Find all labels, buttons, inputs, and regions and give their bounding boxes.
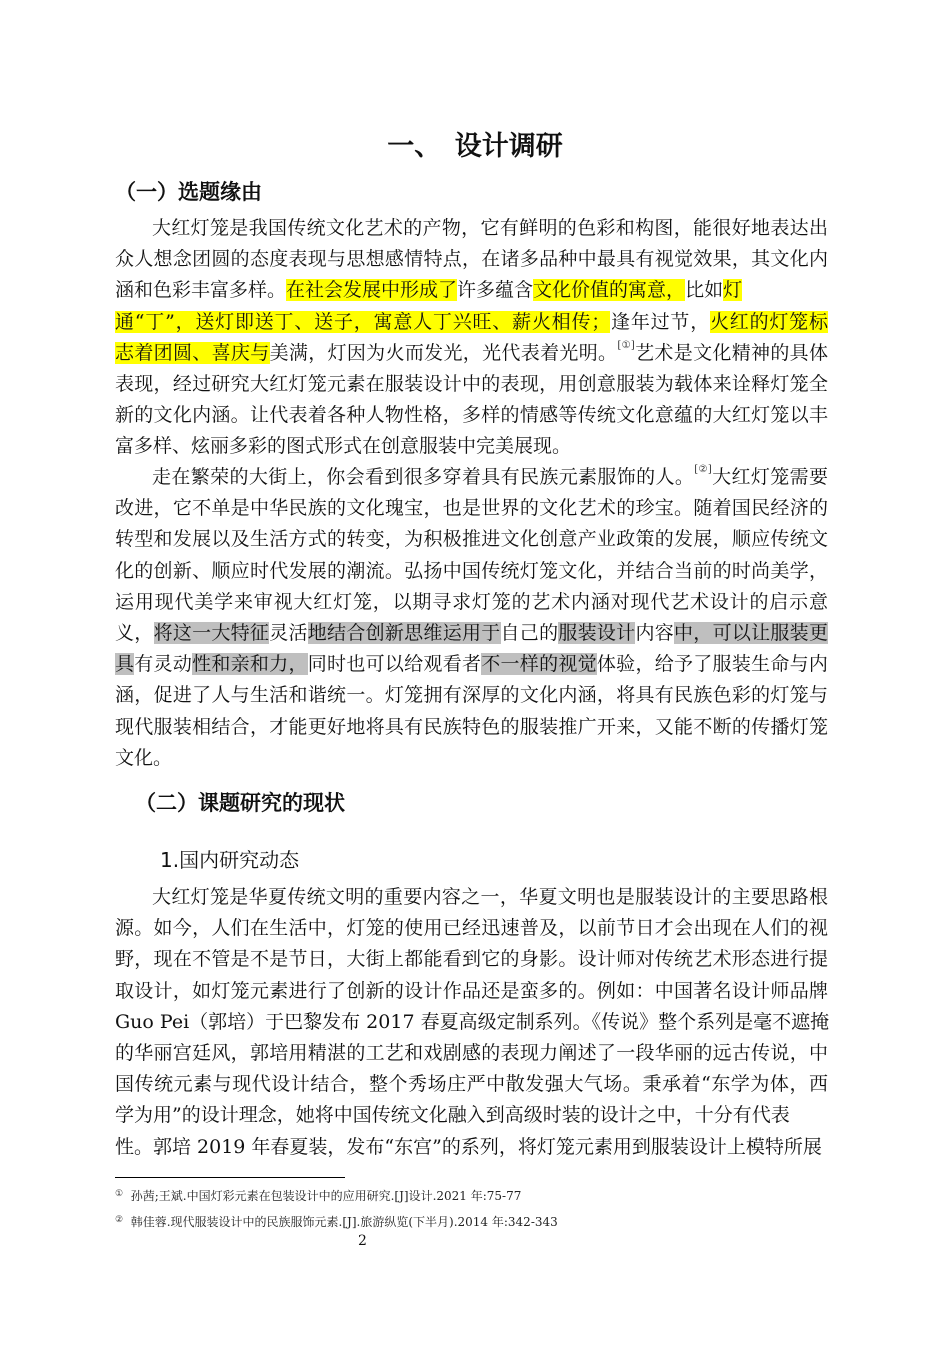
paragraph-line: [152, 214, 828, 242]
paragraph-line: [115, 914, 828, 942]
paragraph-line: [115, 432, 828, 460]
highlighted-text: 性和亲和力，: [192, 653, 308, 676]
text-run: 艺术是文化精神的具体: [634, 341, 828, 364]
paragraph-line: [115, 1008, 828, 1036]
text-run: 新的文化内涵。让代表着各种人物性格，多样的情感等传统文化意蕴的大红灯笼以丰: [115, 404, 828, 427]
footnote-text: 孙茜;王斌.中国灯彩元素在包装设计中的应用研究.[J]设计.2021 年:75-77: [130, 1189, 522, 1203]
text-run: 表现，经过研究大红灯笼元素在服装设计中的表现，用创意服装为载体来诠释灯笼全: [115, 373, 828, 395]
text-run: 许多蕴含: [457, 279, 534, 302]
highlighted-text: 火红的灯笼标: [710, 310, 828, 333]
text-run: 大红灯笼是华夏传统文明的重要内容之一，华夏文明也是服装设计的主要思路根: [152, 886, 828, 908]
highlighted-text: 不一样的视觉: [481, 653, 597, 676]
text-run: 涵，促进了人与生活和谐统一。灯笼拥有深厚的文化内涵，将具有民族色彩的灯笼与: [115, 684, 828, 707]
subheading-domestic-research: 1.国内研究动态: [160, 848, 300, 872]
highlighted-text: 将这一大特征: [153, 622, 270, 644]
text-run: 众人想念团圆的态度表现与思想感情特点，在诸多品种中最具有视觉效果，其文化内: [115, 248, 828, 271]
text-run: 逢年过节，: [610, 310, 711, 333]
paragraph-line: [115, 557, 828, 585]
text-run: Guo Pei（郭培）于巴黎发布 2017 春夏高级定制系列。《传说》整个系列是毫不遮掩: [115, 1010, 830, 1033]
paragraph-line: [115, 977, 828, 1005]
paragraph-line: [115, 1101, 828, 1129]
highlighted-text: 地结合创新思维运用于: [307, 622, 501, 644]
footnote-1: [115, 1187, 521, 1204]
paragraph-line: [115, 945, 828, 973]
citation-mark: [②]: [694, 464, 712, 475]
paragraph-line: [115, 1039, 828, 1067]
text-run: 比如: [685, 279, 724, 302]
paragraph-line: [115, 494, 828, 522]
highlighted-text: 灯: [723, 279, 743, 302]
footnote-divider: [115, 1177, 345, 1178]
paragraph-line: [115, 308, 828, 336]
paragraph-line: [115, 370, 828, 398]
text-run: 文化。: [115, 746, 173, 769]
highlighted-text: 文化价值的寓意，: [533, 279, 686, 302]
paragraph-line: [115, 1070, 828, 1098]
paragraph-line: [115, 650, 828, 678]
text-run: 美满，灯因为火而发光，光代表着光明。: [269, 341, 618, 364]
section-heading-research-status: （二）课题研究的现状: [135, 791, 345, 815]
paragraph-line: [115, 401, 828, 429]
text-run: 性。郭培 2019 年春夏装，发布“东宫”的系列，将灯笼元素用到服装设计上模特所展: [115, 1135, 822, 1158]
text-run: 自己的: [500, 622, 559, 644]
paragraph-line: [115, 245, 828, 273]
text-run: 运用现代美学来审视大红灯笼，以期寻求灯笼的艺术内涵对现代艺术设计的启示意: [115, 590, 828, 613]
highlighted-text: 通“丁”，送灯即送丁、送子，寓意人丁兴旺、薪火相传；: [115, 310, 611, 333]
page-title: 一、 设计调研: [387, 131, 563, 162]
text-run: 同时也可以给观看者: [307, 653, 482, 676]
paragraph-line: [115, 276, 828, 304]
paragraph-line: [115, 681, 828, 709]
footnote-mark: ①: [115, 1189, 124, 1199]
paragraph-line: [115, 588, 828, 616]
highlighted-text: 中，可以让服装更: [674, 622, 828, 644]
highlighted-text: 在社会发展中形成了: [286, 279, 458, 302]
text-run: 转型和发展以及生活方式的转变，为积极推进文化创意产业政策的发展，顺应传统文: [115, 528, 828, 551]
footnote-2: [115, 1213, 558, 1230]
text-run: 改进，它不单是中华民族的文化瑰宝，也是世界的文化艺术的珍宝。随着国民经济的: [115, 497, 828, 520]
text-run: 源。如今，人们在生活中，灯笼的使用已经迅速普及，以前节日才会出现在人们的视: [115, 917, 828, 940]
text-run: 灵活: [269, 622, 308, 644]
text-run: 体验，给予了服装生命与内: [596, 653, 828, 676]
text-run: 涵和色彩丰富多样。: [115, 279, 287, 302]
text-run: 有灵动: [134, 653, 193, 676]
text-run: 大红灯笼需要: [711, 466, 828, 488]
paragraph-line: [152, 883, 828, 911]
text-run: 学为用”的设计理念，她将中国传统文化融入到高级时装的设计之中，十分有代表: [115, 1104, 790, 1127]
text-run: 的华丽宫廷风，郭培用精湛的工艺和戏剧感的表现力阐述了一段华丽的远古传说，中: [115, 1042, 828, 1064]
text-run: 走在繁荣的大街上，你会看到很多穿着具有民族元素服饰的人。: [152, 466, 695, 488]
text-run: 内容: [635, 622, 675, 644]
highlighted-text: 志着团圆、喜庆与: [115, 341, 270, 364]
text-run: 国传统元素与现代设计结合，整个秀场庄严中散发强大气场。秉承着“东学为体，西: [115, 1073, 828, 1096]
text-run: 野，现在不管是不是节日，大街上都能看到它的身影。设计师对传统艺术形态进行提: [115, 948, 828, 971]
section-heading-topic-origin: （一）选题缘由: [115, 180, 262, 204]
citation-mark: [①]: [617, 339, 635, 351]
footnote-text: 韩佳蓉.现代服装设计中的民族服饰元素.[J].旅游纵览(下半月).2014 年:342-343: [130, 1215, 558, 1229]
paragraph-line: [115, 525, 828, 553]
text-run: 现代服装相结合，才能更好地将具有民族特色的服装推广开来，又能不断的传播灯笼: [115, 715, 828, 738]
paragraph-line: [152, 463, 828, 491]
highlighted-text: 具: [115, 653, 135, 676]
paragraph-line: [115, 339, 828, 367]
footnote-mark: ②: [115, 1215, 124, 1225]
text-run: 富多样、炫丽多彩的图式形式在创意服装中完美展现。: [115, 435, 572, 458]
paragraph-line: [115, 1133, 828, 1161]
paragraph-line: [115, 744, 828, 772]
text-run: 大红灯笼是我国传统文化艺术的产物，它有鲜明的色彩和构图，能很好地表达出: [152, 217, 828, 239]
paragraph-line: [115, 713, 828, 741]
text-run: 义，: [115, 622, 154, 644]
text-run: 化的创新、顺应时代发展的潮流。弘扬中国传统灯笼文化，并结合当前的时尚美学，: [115, 559, 828, 582]
highlighted-text: 服装设计: [558, 622, 636, 644]
page-number: 2: [358, 1233, 367, 1249]
text-run: 取设计，如灯笼元素进行了创新的设计作品还是蛮多的。例如：中国著名设计师品牌: [115, 979, 828, 1002]
paragraph-line: [115, 619, 828, 647]
